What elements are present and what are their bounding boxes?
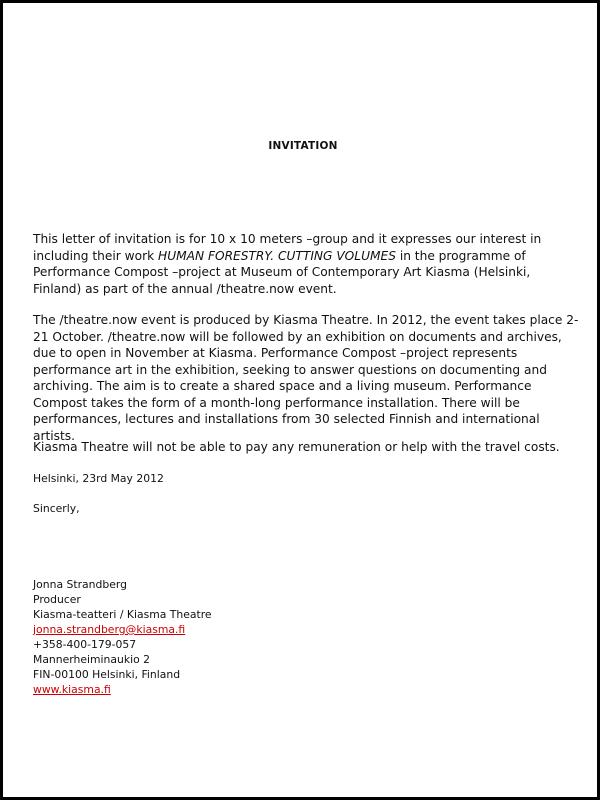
paragraph-invitation (33, 231, 581, 297)
signer-name: Jonna Strandberg (33, 578, 127, 591)
paragraph-invitation-intro: This letter of invitation is for 10 x 10 meters –group and it expresses our interest in including their work (33, 232, 542, 263)
email-link[interactable]: jonna.strandberg@kiasma.fi (33, 623, 186, 636)
signer-organization: Kiasma-teatteri / Kiasma Theatre (33, 608, 212, 621)
work-title: HUMAN FORESTRY. CUTTING VOLUMES (158, 248, 396, 263)
paragraph-invitation-rest: in the programme of Performance Compost –project at Museum of Contemporary Art Kiasma (Helsinki, Finland) as part of the annual /theatre.now event. (33, 248, 531, 296)
signer-street: Mannerheiminaukio 2 (33, 653, 150, 666)
closing-salutation: Sincerly, (33, 502, 80, 515)
website-link[interactable]: www.kiasma.fi (33, 683, 111, 696)
place-date: Helsinki, 23rd May 2012 (33, 472, 164, 485)
signer-role: Producer (33, 593, 81, 606)
letter-title: INVITATION (268, 140, 338, 152)
signer-phone: +358-400-179-057 (33, 638, 137, 651)
paragraph-event-details: The /theatre.now event is produced by Kiasma Theatre. In 2012, the event takes place 2-21 October. /theatre.now will be followed by an exhibition on documents and archives, due to open in November at Kiasma. Performance Compost –project represents performance art in the exhibition, seeking to answer questions on documenting and archiving. The aim is to create a shared space and a living museum. Performance Compost takes the form of a month-long performance installation. There will be performances, lectures and installations from 30 selected Finnish and international artists. (33, 313, 579, 443)
signer-city: FIN-00100 Helsinki, Finland (33, 668, 181, 681)
paragraph-remuneration: Kiasma Theatre will not be able to pay any remuneration or help with the travel costs. (33, 440, 560, 454)
signature-block (33, 577, 581, 697)
